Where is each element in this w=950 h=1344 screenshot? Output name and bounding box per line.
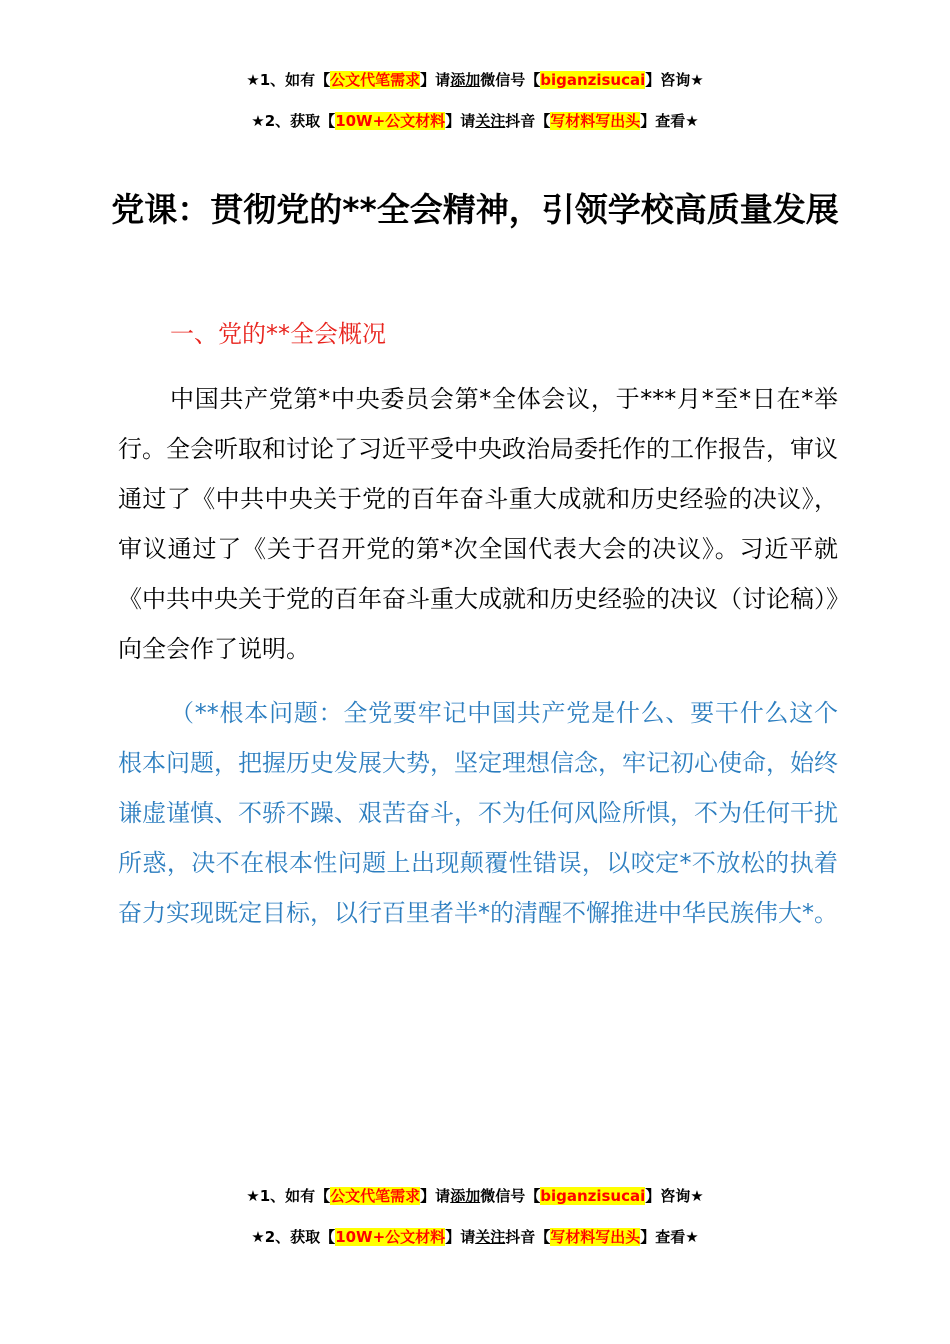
footer-ad-line-2-mid2: 抖音【 <box>505 1228 551 1246</box>
bottom-ad-block <box>0 1186 950 1268</box>
ad-line-2-mid1: 】请 <box>445 112 476 130</box>
ad-highlight-service: 公文代笔需求 <box>330 71 421 89</box>
body-paragraph-1: 中国共产党第*中央委员会第*全体会议，于***月*至*日在*举行。全会听取和讨论了习近平受中央政治局委托作的工作报告，审议通过了《中共中央关于党的百年奋斗重大成就和历史经验的决议》，审议通过了《关于召开党的第*次全国代表大会的决议》。习近平就《中共中央关于党的百年奋斗重大成就和历史经验的决议（讨论稿）》向全会作了说明。 <box>118 385 838 663</box>
top-ad-block <box>0 70 950 152</box>
footer-ad-highlight-materials: 10W+公文材料 <box>335 1228 446 1246</box>
ad-line-1-suffix: 】咨询★ <box>645 71 704 89</box>
footer-ad-underlined-add: 添加 <box>450 1187 481 1205</box>
ad-line-1 <box>0 70 950 90</box>
footer-ad-line-1-suffix: 】咨询★ <box>645 1187 704 1205</box>
ad-line-1-prefix: ★1、如有【 <box>246 71 331 89</box>
ad-line-2-suffix: 】查看★ <box>640 112 699 130</box>
ad-line-2-mid2: 抖音【 <box>505 112 551 130</box>
ad-highlight-wechat-id: biganzisucai <box>540 71 646 89</box>
ad-line-2-prefix: ★2、获取【 <box>251 112 336 130</box>
footer-ad-highlight-wechat-id: biganzisucai <box>540 1187 646 1205</box>
ad-line-2 <box>0 111 950 131</box>
body-paragraph-2-note: （**根本问题：全党要牢记中国共产党是什么、要干什么这个根本问题，把握历史发展大势，坚定理想信念，牢记初心使命，始终谦虚谨慎、不骄不躁、艰苦奋斗，不为任何风险所惧，不为任何干扰所惑，决不在根本性问题上出现颠覆性错误，以咬定*不放松的执着奋力实现既定目标，以行百里者半*的清醒不懈推进中华民族伟大*。 <box>118 699 838 927</box>
footer-ad-highlight-douyin-id: 写材料写出头 <box>550 1228 641 1246</box>
footer-ad-line-2-mid1: 】请 <box>445 1228 476 1246</box>
footer-ad-line-1-mid1: 】请 <box>420 1187 451 1205</box>
footer-ad-line-2-prefix: ★2、获取【 <box>251 1228 336 1246</box>
footer-ad-underlined-follow: 关注 <box>475 1228 506 1246</box>
footer-ad-line-1-mid2: 微信号【 <box>480 1187 541 1205</box>
section-heading-1: 一、党的**全会概况 <box>170 320 386 348</box>
footer-ad-line-1-prefix: ★1、如有【 <box>246 1187 331 1205</box>
footer-ad-line-2-suffix: 】查看★ <box>640 1228 699 1246</box>
document-title: 党课：贯彻党的**全会精神，引领学校高质量发展 <box>111 190 839 229</box>
ad-underlined-follow: 关注 <box>475 112 506 130</box>
footer-ad-line-2 <box>0 1227 950 1247</box>
ad-highlight-douyin-id: 写材料写出头 <box>550 112 641 130</box>
ad-line-1-mid2: 微信号【 <box>480 71 541 89</box>
footer-ad-line-1 <box>0 1186 950 1206</box>
ad-underlined-add: 添加 <box>450 71 481 89</box>
footer-ad-highlight-service: 公文代笔需求 <box>330 1187 421 1205</box>
ad-highlight-materials: 10W+公文材料 <box>335 112 446 130</box>
ad-line-1-mid1: 】请 <box>420 71 451 89</box>
